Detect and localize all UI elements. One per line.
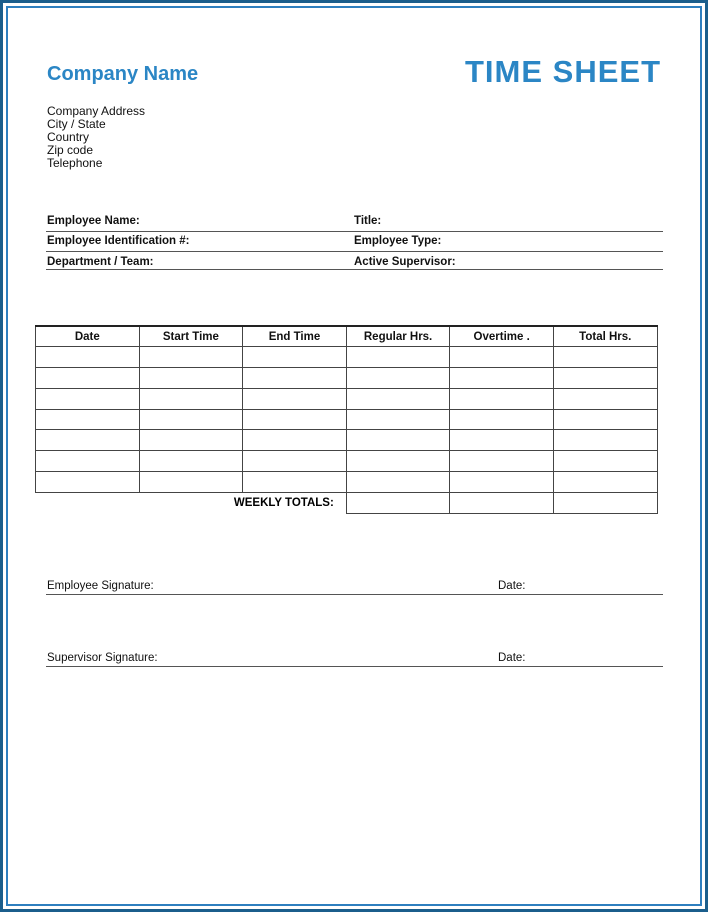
employee-signature-label: Employee Signature:	[47, 580, 154, 592]
table-cell[interactable]	[450, 368, 554, 389]
table-cell[interactable]	[36, 409, 140, 430]
employee-name-label: Employee Name:	[47, 215, 140, 227]
table-cell[interactable]	[36, 430, 140, 451]
table-cell[interactable]	[36, 472, 140, 493]
employee-id-label: Employee Identification #:	[47, 235, 190, 247]
table-cell[interactable]	[139, 388, 243, 409]
zip-code: Zip code	[47, 143, 94, 157]
table-row	[36, 368, 658, 389]
title-label: Title:	[354, 215, 382, 227]
department-line[interactable]	[46, 269, 663, 270]
table-cell[interactable]	[36, 388, 140, 409]
company-address: Company Address	[47, 104, 146, 118]
document-title: TIME SHEET	[464, 54, 661, 89]
table-cell[interactable]	[243, 368, 347, 389]
table-cell[interactable]	[553, 451, 657, 472]
weekly-totals-label: WEEKLY TOTALS:	[233, 497, 334, 510]
weekly-total-regular-hrs[interactable]	[346, 492, 450, 513]
table-cell[interactable]	[553, 347, 657, 368]
table-row	[36, 347, 658, 368]
employee-type-label: Employee Type:	[354, 235, 442, 247]
table-cell[interactable]	[36, 347, 140, 368]
column-header-regular-hrs: Regular Hrs.	[346, 326, 450, 347]
table-cell[interactable]	[139, 409, 243, 430]
table-row	[36, 388, 658, 409]
column-header-overtime: Overtime .	[450, 326, 554, 347]
weekly-total-hrs[interactable]	[553, 492, 657, 513]
table-cell[interactable]	[346, 409, 450, 430]
table-cell[interactable]	[139, 430, 243, 451]
table-cell[interactable]	[450, 409, 554, 430]
table-cell[interactable]	[243, 409, 347, 430]
table-cell[interactable]	[346, 368, 450, 389]
timesheet-table	[35, 325, 658, 514]
employee-name-line[interactable]	[46, 231, 663, 232]
table-cell[interactable]	[450, 430, 554, 451]
telephone: Telephone	[47, 156, 103, 170]
department-label: Department / Team:	[47, 256, 154, 268]
weekly-total-overtime[interactable]	[450, 492, 554, 513]
city-state: City / State	[47, 117, 106, 131]
supervisor-signature-date-label: Date:	[498, 652, 526, 664]
table-header-row	[36, 326, 658, 347]
table-cell[interactable]	[139, 347, 243, 368]
table-cell[interactable]	[450, 472, 554, 493]
employee-signature-date-label: Date:	[498, 580, 526, 592]
table-cell[interactable]	[243, 347, 347, 368]
table-cell[interactable]	[450, 388, 554, 409]
company-name: Company Name	[47, 63, 199, 85]
table-cell[interactable]	[36, 368, 140, 389]
weekly-totals-row	[36, 492, 658, 513]
supervisor-signature-label: Supervisor Signature:	[47, 652, 158, 664]
employee-id-line[interactable]	[46, 251, 663, 252]
table-cell[interactable]	[450, 451, 554, 472]
table-cell[interactable]	[450, 347, 554, 368]
employee-signature-line[interactable]	[46, 594, 663, 595]
column-header-start-time: Start Time	[139, 326, 243, 347]
column-header-end-time: End Time	[243, 326, 347, 347]
table-cell[interactable]	[553, 409, 657, 430]
table-cell[interactable]	[139, 472, 243, 493]
table-row	[36, 409, 658, 430]
table-cell[interactable]	[553, 472, 657, 493]
table-row	[36, 451, 658, 472]
table-cell[interactable]	[553, 388, 657, 409]
table-cell[interactable]	[346, 347, 450, 368]
table-cell[interactable]	[553, 368, 657, 389]
column-header-total-hrs: Total Hrs.	[553, 326, 657, 347]
table-cell[interactable]	[243, 388, 347, 409]
table-cell[interactable]	[243, 430, 347, 451]
table-cell[interactable]	[139, 368, 243, 389]
column-header-date: Date	[36, 326, 140, 347]
table-cell[interactable]	[346, 388, 450, 409]
table-cell[interactable]	[553, 430, 657, 451]
table-cell[interactable]	[346, 430, 450, 451]
table-cell[interactable]	[346, 472, 450, 493]
table-row	[36, 430, 658, 451]
table-row	[36, 472, 658, 493]
table-cell[interactable]	[346, 451, 450, 472]
table-cell[interactable]	[243, 472, 347, 493]
active-supervisor-label: Active Supervisor:	[354, 256, 456, 268]
country: Country	[47, 130, 90, 144]
table-cell[interactable]	[36, 451, 140, 472]
table-cell[interactable]	[139, 451, 243, 472]
supervisor-signature-line[interactable]	[46, 666, 663, 667]
table-cell[interactable]	[243, 451, 347, 472]
